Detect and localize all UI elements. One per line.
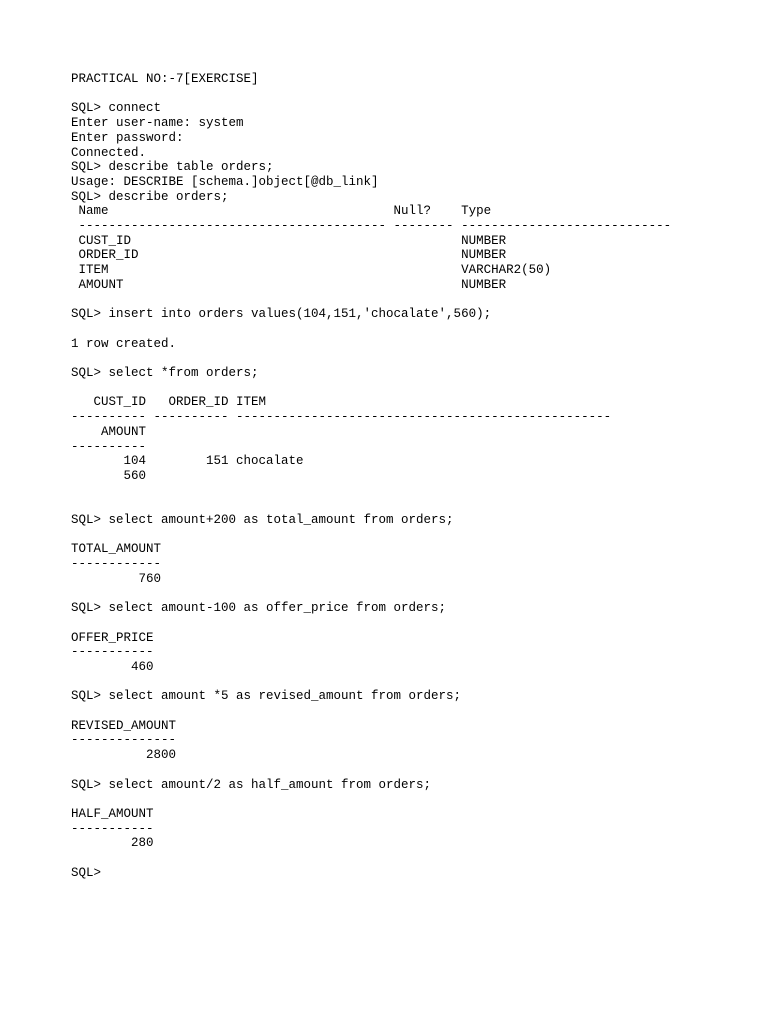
column-separator-line: ---------- ---------- -------------------------------------------------- (71, 410, 612, 425)
blank-line (71, 381, 761, 396)
transcript-line: 2800 (71, 748, 177, 763)
sql-prompt-line: SQL> describe table orders; (71, 160, 274, 175)
transcript-line: REVISED_AMOUNT (71, 718, 177, 733)
transcript-line: 460 (71, 659, 154, 674)
column-separator-line: ----------- (71, 645, 154, 660)
blank-line (71, 675, 761, 690)
blank-line (71, 851, 761, 866)
blank-line (71, 322, 761, 337)
sql-prompt-line: SQL> select amount/2 as half_amount from orders; (71, 777, 432, 792)
sql-prompt-line: SQL> describe orders; (71, 189, 229, 204)
sql-prompt-line: SQL> insert into orders values(104,151,'chocalate',560); (71, 307, 492, 322)
transcript-line: Enter user-name: system (71, 116, 244, 131)
sql-prompt-line: SQL> select amount+200 as total_amount from orders; (71, 512, 454, 527)
sql-prompt-line: SQL> connect (71, 101, 162, 116)
column-separator-line: -------------- (71, 733, 177, 748)
transcript-line: 560 (71, 468, 147, 483)
transcript-line: Enter password: (71, 130, 184, 145)
blank-line (71, 87, 761, 102)
transcript-line: 1 row created. (71, 336, 177, 351)
transcript-line: AMOUNT (71, 424, 147, 439)
transcript-line: OFFER_PRICE (71, 630, 154, 645)
transcript-line: CUST_ID ORDER_ID ITEM (71, 395, 267, 410)
blank-line (71, 351, 761, 366)
sql-prompt-line: SQL> (71, 865, 102, 880)
sql-prompt-line: SQL> select amount-100 as offer_price from orders; (71, 601, 447, 616)
sql-prompt-line: SQL> select *from orders; (71, 366, 259, 380)
transcript-line: Name Null? Type (71, 204, 492, 219)
blank-line (71, 763, 761, 778)
transcript-line: HALF_AMOUNT (71, 806, 154, 821)
column-separator-line: ---------- (71, 439, 147, 454)
sql-transcript (71, 72, 761, 880)
blank-line (71, 792, 761, 807)
blank-line (71, 293, 761, 308)
column-separator-line: ----------------------------------------- -------- ---------------------------- (71, 219, 672, 234)
transcript-line: 280 (71, 836, 154, 851)
blank-line (71, 484, 761, 499)
transcript-line: Connected. (71, 145, 147, 160)
transcript-line: 104 151 chocalate (71, 454, 304, 469)
blank-line (71, 498, 761, 513)
transcript-line: CUST_ID NUMBER (71, 233, 507, 248)
blank-line (71, 586, 761, 601)
transcript-line: ORDER_ID NUMBER (71, 248, 507, 263)
transcript-line: 760 (71, 571, 162, 586)
column-separator-line: ----------- (71, 821, 154, 836)
column-separator-line: ------------ (71, 557, 162, 572)
document-title: PRACTICAL NO:-7[EXERCISE] (71, 72, 259, 86)
transcript-line: AMOUNT NUMBER (71, 277, 507, 292)
blank-line (71, 616, 761, 631)
blank-line (71, 704, 761, 719)
blank-line (71, 528, 761, 543)
sql-prompt-line: SQL> select amount *5 as revised_amount from orders; (71, 689, 462, 704)
transcript-line: ITEM VARCHAR2(50) (71, 263, 552, 278)
transcript-line: Usage: DESCRIBE [schema.]object[@db_link] (71, 174, 379, 189)
transcript-line: TOTAL_AMOUNT (71, 542, 162, 557)
